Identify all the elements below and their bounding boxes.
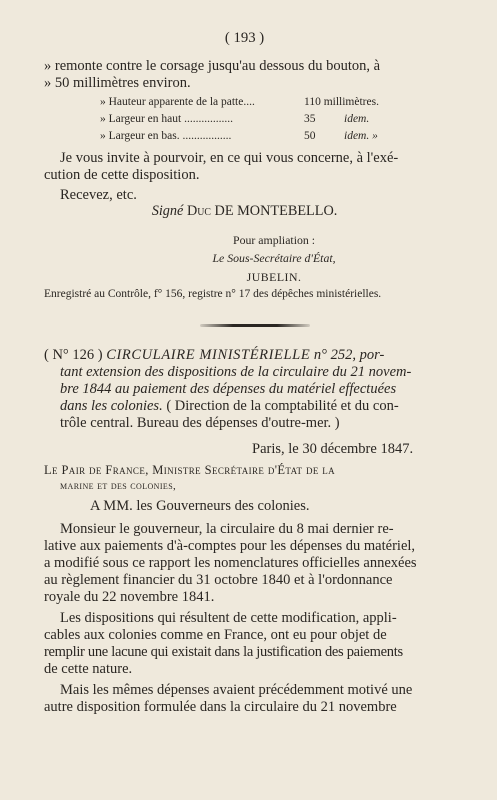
continuation-line-1: » remonte contre le corsage jusqu'au dessous du bouton, à <box>44 58 381 74</box>
paragraph-line: royale du 22 novembre 1841. <box>44 589 215 605</box>
circular-number: ( N° 126 ) <box>44 347 103 363</box>
registration-note: Enregistré au Contrôle, f° 156, registre n° 17 des dépêches ministérielles. <box>44 288 382 300</box>
dimension-label: » Hauteur apparente de la patte.... <box>100 96 255 108</box>
invite-line-1: Je vous invite à pourvoir, en ce qui vous concerne, à l'exé- <box>60 150 399 166</box>
sender-line-2: marine et des colonies, <box>60 480 177 492</box>
signature-line <box>0 203 489 220</box>
dimension-note: idem. » <box>344 130 378 142</box>
circular-title-line-2: tant extension des dispositions de la circulaire du 21 novem- <box>60 364 412 380</box>
paragraph-line: au règlement financier du 31 octobre 1840 et à l'ordonnance <box>44 572 393 588</box>
dimension-note: idem. <box>344 113 370 125</box>
circular-title-line-1 <box>44 347 384 364</box>
paragraph-line: de cette nature. <box>44 661 133 677</box>
sender-line-1: Le Pair de France, Ministre Secrétaire d'État de la <box>44 463 336 477</box>
section-divider <box>200 324 310 327</box>
circular-title-line-5: trôle central. Bureau des dépenses d'outre-mer. ) <box>60 415 340 431</box>
paragraph-line: Monsieur le gouverneur, la circulaire du 8 mai dernier re- <box>60 521 394 537</box>
signatory-name: DE MONTEBELLO. <box>214 203 338 219</box>
paragraph-line: Mais les mêmes dépenses avaient précédemment motivé une <box>60 682 413 698</box>
sous-secretaire-title: Le Sous-Secrétaire d'État, <box>212 251 336 265</box>
signe-label: Signé <box>151 203 184 219</box>
circular-colonies: dans les colonies. <box>60 398 163 414</box>
dimension-row <box>100 130 410 144</box>
ampliation-label: Pour ampliation : <box>233 233 316 247</box>
invite-line-2: cution de cette disposition. <box>44 167 200 183</box>
addressee: A MM. les Gouverneurs des colonies. <box>90 498 310 514</box>
dimension-label: » Largeur en bas. ................. <box>100 130 232 142</box>
paragraph-line: a modifié sous ce rapport les nomenclatures officielles annexées <box>44 555 417 571</box>
dimension-value: 35 <box>304 113 316 125</box>
circular-title-suffix: por- <box>359 347 385 363</box>
paragraph-line: autre disposition formulée dans la circulaire du 21 novembre <box>44 699 397 715</box>
circular-title-line-4 <box>60 398 399 415</box>
dateline: Paris, le 30 décembre 1847. <box>252 441 414 457</box>
duc-title: Duc <box>186 203 211 219</box>
dimension-value: 110 millimètres. <box>304 96 379 108</box>
paragraph-line: remplir une lacune qui existait dans la justification des paiements <box>44 644 403 660</box>
circular-title-line-3: bre 1844 au paiement des dépenses du matériel effectuées <box>60 381 397 397</box>
paragraph-line: Les dispositions qui résultent de cette modification, appli- <box>60 610 397 626</box>
circular-ref-number: n° 252, <box>313 347 356 363</box>
dimension-row <box>100 96 410 110</box>
continuation-line-2: » 50 millimètres environ. <box>44 75 191 91</box>
dimension-label: » Largeur en haut ................. <box>100 113 233 125</box>
page-number: ( 193 ) <box>224 30 265 46</box>
jubelin-name: JUBELIN. <box>246 270 302 284</box>
circular-direction: ( Direction de la comptabilité et du con- <box>166 398 399 414</box>
circular-title: CIRCULAIRE MINISTÉRIELLE <box>106 347 311 363</box>
paragraph-line: lative aux paiements d'à-comptes pour les dépenses du matériel, <box>44 538 416 554</box>
closing-recevez: Recevez, etc. <box>60 187 137 203</box>
dimension-value: 50 <box>304 130 316 142</box>
paragraph-line: cables aux colonies comme en France, ont eu pour objet de <box>44 627 387 643</box>
dimension-row <box>100 113 410 127</box>
